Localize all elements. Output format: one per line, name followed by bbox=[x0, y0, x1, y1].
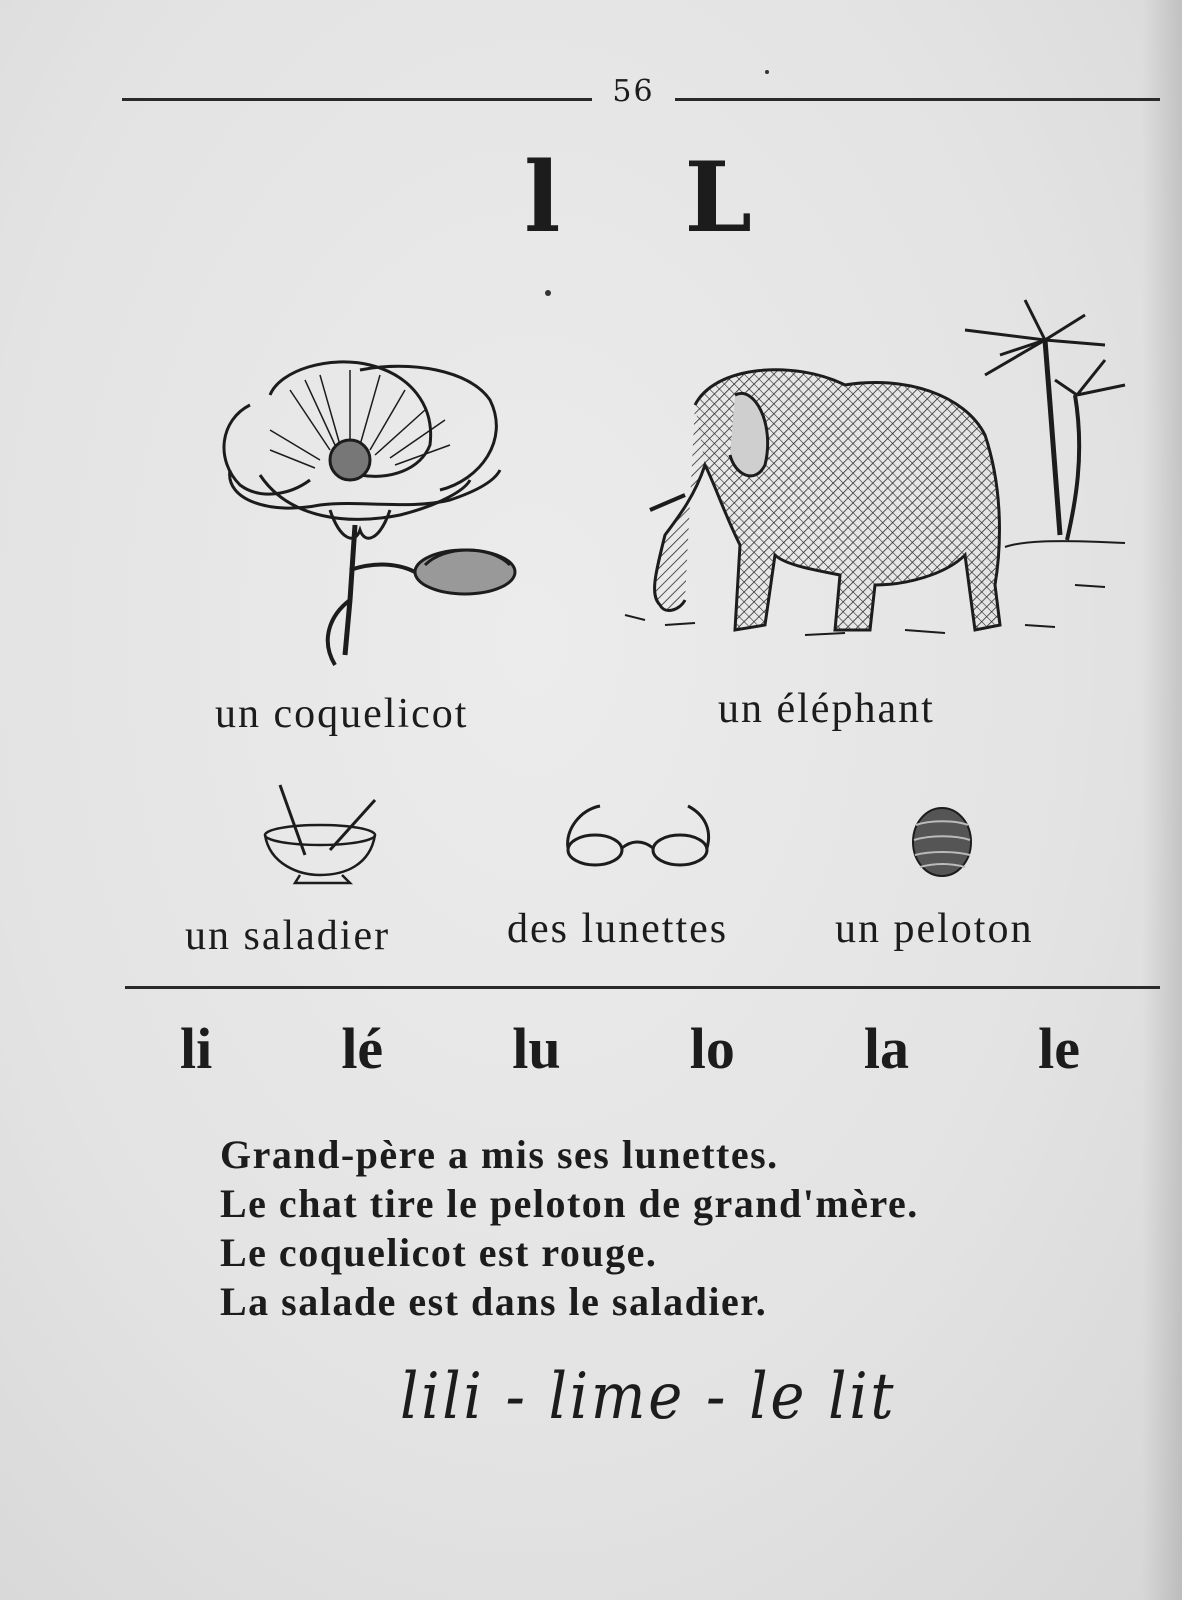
syllable: le bbox=[1038, 1016, 1080, 1081]
syllable: lo bbox=[689, 1016, 735, 1081]
syllable: li bbox=[180, 1016, 213, 1081]
caption-glasses: des lunettes bbox=[507, 906, 729, 952]
syllable-row bbox=[180, 1015, 1080, 1082]
salad-bowl-icon bbox=[260, 780, 390, 890]
caption-ball: un peloton bbox=[835, 906, 1034, 952]
page-edge-shadow bbox=[1142, 0, 1182, 1600]
sentence: Grand-père a mis ses lunettes. bbox=[220, 1132, 779, 1177]
syllable: lé bbox=[341, 1016, 384, 1081]
print-speck bbox=[545, 290, 551, 296]
print-speck bbox=[765, 70, 769, 74]
elephant-icon bbox=[605, 285, 1135, 655]
caption-poppy: un coquelicot bbox=[215, 691, 469, 737]
header-rule-left bbox=[122, 98, 592, 101]
uppercase-letter: L bbox=[684, 141, 752, 254]
cursive-writing-line: lili - lime - le lit bbox=[400, 1360, 897, 1434]
sentence: La salade est dans le saladier. bbox=[220, 1279, 768, 1324]
reading-sentences bbox=[220, 1130, 1120, 1326]
section-divider bbox=[125, 986, 1160, 989]
sentence: Le coquelicot est rouge. bbox=[220, 1230, 658, 1275]
syllable: lu bbox=[512, 1016, 561, 1081]
letter-heading bbox=[500, 141, 780, 254]
syllable: la bbox=[863, 1016, 910, 1081]
page-number: 56 bbox=[612, 74, 655, 109]
eyeglasses-icon bbox=[560, 800, 725, 870]
yarn-ball-icon bbox=[910, 805, 975, 880]
lowercase-letter: l bbox=[524, 141, 561, 254]
caption-salad-bowl: un saladier bbox=[185, 913, 391, 959]
caption-elephant: un éléphant bbox=[718, 686, 935, 732]
header-rule-right bbox=[675, 98, 1160, 101]
poppy-flower-icon bbox=[210, 350, 530, 670]
sentence: Le chat tire le peloton de grand'mère. bbox=[220, 1181, 919, 1226]
